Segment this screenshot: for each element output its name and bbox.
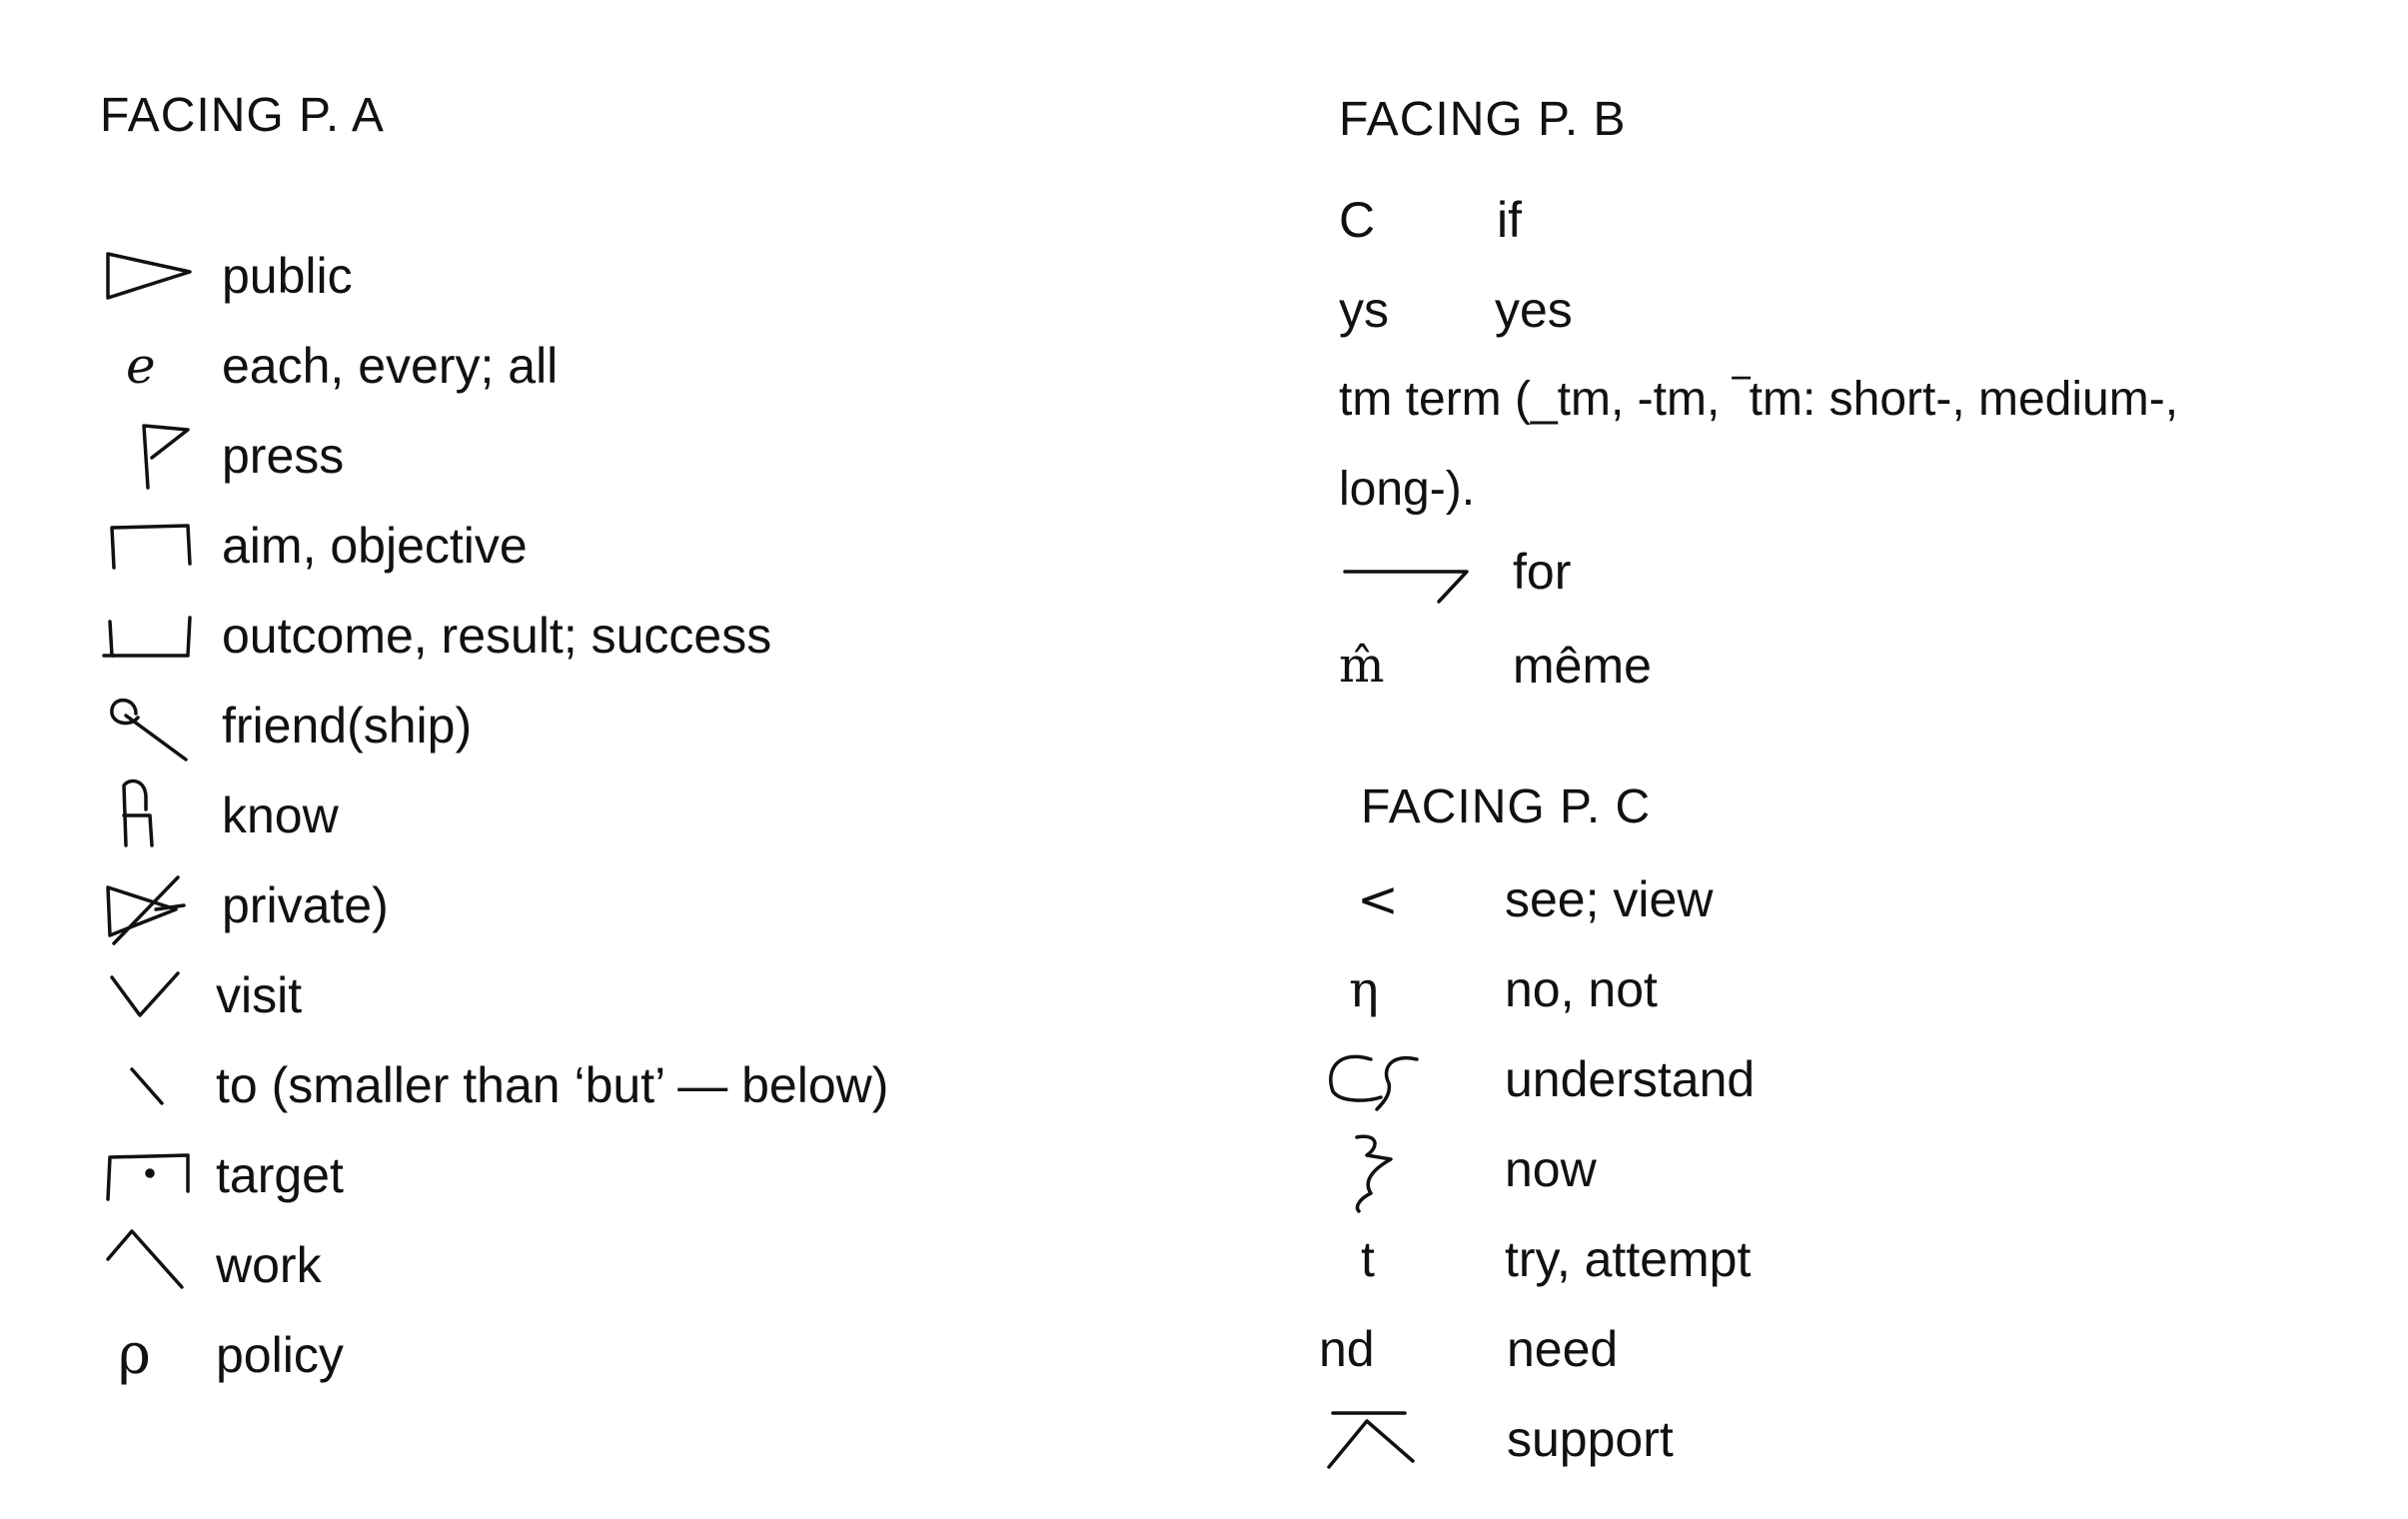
entry-symbol: C — [1339, 192, 1376, 248]
entry-symbol: < — [1357, 870, 1399, 928]
entry-symbol: m̂ — [1339, 638, 1385, 694]
angle-stroke-icon — [100, 1225, 210, 1305]
entry-label: même — [1513, 638, 1652, 694]
entry-label: support — [1507, 1411, 1674, 1467]
bracket-with-dot-icon — [100, 1135, 210, 1215]
entry-symbol: nd — [1319, 1321, 1375, 1377]
entry-symbol: t — [1361, 1231, 1375, 1287]
entry-label: aim, objective — [222, 518, 528, 574]
entry-label: no, not — [1505, 961, 1658, 1017]
flag-icon — [100, 416, 210, 496]
entry-label: understand — [1505, 1051, 1756, 1107]
v-check-icon — [100, 955, 210, 1035]
entry-label: work — [216, 1237, 322, 1293]
entry-label: to (smaller than ‘but’ — below) — [216, 1057, 889, 1113]
entry-label: need — [1507, 1321, 1619, 1377]
entry-symbol: ρ — [118, 1322, 151, 1387]
entry-label: private) — [222, 877, 389, 933]
backslash-stroke-icon — [100, 1045, 210, 1125]
entry-label: outcome, result; success — [222, 608, 772, 664]
barred-caret-icon — [1319, 1399, 1429, 1479]
long-arrow-icon — [1339, 532, 1479, 612]
squiggle-z-icon — [1319, 1129, 1429, 1209]
entry-text: long-). — [1339, 463, 1476, 516]
heading-facing-c: FACING P. C — [1361, 780, 1652, 833]
entry-label: public — [222, 248, 353, 304]
loop-with-tail-icon — [100, 686, 210, 765]
entry-label: now — [1505, 1141, 1597, 1197]
heading-facing-b: FACING P. B — [1339, 93, 1627, 146]
entry-label: policy — [216, 1327, 344, 1383]
double-c-icon — [1319, 1039, 1439, 1119]
entry-text: tm term (_tm, -tm, ‾tm: short-, medium-, — [1339, 373, 2179, 426]
heading-facing-a: FACING P. A — [100, 89, 385, 142]
entry-label: press — [222, 428, 345, 484]
entry-label: try, attempt — [1505, 1231, 1752, 1287]
open-bottom-bracket-icon — [100, 506, 210, 586]
triangle-outline-icon — [100, 236, 210, 316]
entry-label: each, every; all — [222, 338, 559, 394]
entry-label: visit — [216, 967, 303, 1023]
struck-triangle-icon — [100, 865, 210, 945]
entry-symbol: η — [1349, 960, 1379, 1018]
entry-label: yes — [1495, 282, 1573, 338]
entry-label: friend(ship) — [222, 698, 473, 754]
entry-label: if — [1497, 192, 1522, 248]
entry-symbol: ys — [1339, 282, 1389, 338]
entry-symbol: e — [126, 337, 156, 395]
hooked-h-icon — [100, 775, 210, 855]
open-top-bracket-icon — [100, 596, 210, 676]
entry-label: see; view — [1505, 871, 1714, 927]
entry-label: know — [222, 787, 339, 843]
entry-label: for — [1513, 544, 1572, 600]
entry-label: target — [216, 1147, 344, 1203]
